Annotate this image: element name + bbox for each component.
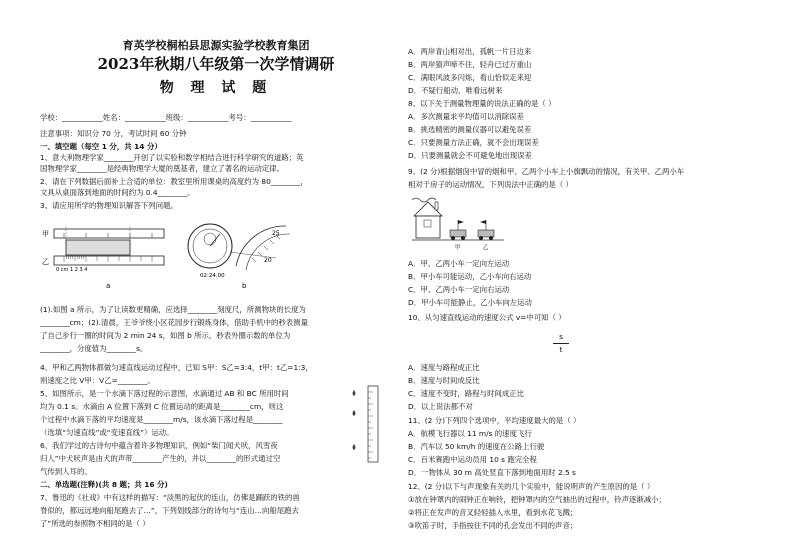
question-3-text-3: 了自己步行一圈的时间为 2 min 24 s，如图 b 所示，秒表外圈示数的单位为 (40, 331, 291, 340)
question-9-option-c: C．甲、乙两小车一定向右运动 (408, 285, 510, 294)
question-5-line-2: 均为 0.1 s。水滴由 A 位置下落到 C 位置运动的距离是________cm，则这 (40, 402, 284, 411)
question-1-line-2: 国物理学家________是经典物理学大厦的奠基者，建立了著名的运动定律。 (40, 164, 284, 173)
house-and-carts-figure (408, 194, 770, 254)
question-12-item-1: ①放在钟罩内的闹钟正在响铃，把钟罩内的空气抽出的过程中，铃声逐渐减小； (408, 495, 666, 504)
measured-block (66, 240, 130, 255)
chimney (435, 202, 438, 210)
subject-title: 物 理 试 题 (159, 80, 273, 96)
question-8-option-a: A．多次测量求平均值可以消除误差 (408, 112, 524, 121)
question-12-item-3: ③吹笛子时，手指按住不同的孔会发出不同的声音； (408, 521, 578, 530)
cart-yi-label: 乙 (483, 245, 489, 251)
question-3-stem: 3、请应用所学的物理知识解答下列问题。 (40, 201, 178, 210)
question-7-option-d: D．不疑行船动，唯看远树来 (408, 86, 503, 95)
right-column (408, 0, 770, 560)
question-8-option-c: C．只要测量方法正确，就不会出现误差 (408, 138, 539, 147)
cart-yi (478, 230, 494, 237)
student-info-line: 学校：___________姓名：___________班级：___________考号：___________ (40, 113, 292, 122)
question-2-line-1: 2、请在下列数据后面补上合适的单位：教室里所用课桌的高度约为 80________， (40, 177, 308, 186)
question-6-line-2: 归人”中犬吠声是由犬的声带________产生的，并以________的形式通过空 (40, 454, 281, 463)
question-5-line-4: （选填“匀速直线”或“变速直线”）运动。 (40, 428, 174, 437)
question-9-line-2: 相对于房子的运动情况，下列说法中正确的是（ ） (408, 180, 573, 189)
question-9-option-b: B．甲小车可能运动，乙小车向右运动 (408, 272, 532, 281)
left-column (40, 0, 392, 560)
question-2-line-2: 文具从桌面落到地面的时间约为 0.4________。 (40, 188, 195, 197)
chimney-smoke (412, 198, 436, 202)
question-7-line-2: 脊似的，都远远地向船尾跑去了…”，下列划线部分的诗句与“连山…向船尾跑去 (40, 506, 299, 515)
stopwatch-time: 02:24.00 (200, 273, 225, 279)
question-12-stem: 12、(2 分)以下与声现象有关的几个实验中，能说明声的产生原因的是（ ） (408, 482, 655, 491)
question-11-option-b: B．汽车以 50 km/h 的速度在公路上行驶 (408, 442, 545, 451)
question-10-stem: 10、从匀速直线运动的速度公式 v=中可知（ ） (408, 313, 566, 322)
question-10-option-d: D．以上说法都不对 (408, 402, 473, 411)
question-8-stem: 8、以下关于测量物理量的说法正确的是（ ） (408, 99, 556, 108)
water-drop-b (353, 410, 356, 416)
question-5-line-3: 个过程中水滴下落的平均速度是________m/s，该水滴下落过程是________ (40, 415, 283, 424)
figure-b-label: b (242, 282, 247, 290)
question-6-line-3: 气传到人耳的。 (40, 467, 92, 476)
cart-jia-label: 甲 (455, 245, 461, 251)
question-5-line-1: 5、如图所示，是一个水滴下落过程的示意图，水滴通过 AB 和 BC 所用时间 (40, 389, 289, 398)
question-8-option-d: D．只要测量就会不可避免地出现误差 (408, 151, 532, 160)
question-10-option-a: A．速度与路程成正比 (408, 363, 480, 372)
question-4-line-1: 4、甲和乙两物体都做匀速直线运动过程中，已知 S甲：S乙=3:4，t甲：t乙=1:3， (40, 363, 313, 372)
question-7-line-1: 7、鲁迅的《社戏》中有这样的描写：“淡黑的起伏的连山，仿佛是踊跃的铁的兽 (40, 493, 300, 502)
question-11-option-c: C．百米赛跑中运动员用 10 s 跑完全程 (408, 455, 537, 464)
question-9-line-1: 9、(2 分)根据烟囱中冒的烟和甲、乙两个小车上小旗飘动的情况，有关甲、乙两小车 (408, 167, 685, 176)
velocity-formula-denominator: t (559, 345, 563, 354)
school-name: 育英学校桐柏县思源实验学校教育集团 (122, 39, 310, 52)
question-11-option-a: A．航模飞行器以 11 m/s 的速度飞行 (408, 429, 532, 438)
section-fill-blank-heading: 一、填空题（每空 1 分，共 14 分） (40, 142, 162, 151)
question-7-option-a: A．两岸青山相对出，孤帆一片日边来 (408, 47, 532, 56)
question-4-line-2: 则速度之比 V甲：V乙=________。 (40, 376, 155, 385)
velocity-formula-numerator: s (559, 332, 563, 341)
dial-label-25: 25 (272, 230, 280, 237)
question-10-option-b: B．速度与时间成反比 (408, 376, 480, 385)
question-3-text-2: ________cm；(2).清晨，王爷爷绕小区花园步行锻炼身体，借助手机中的秒表测量 (40, 318, 308, 327)
ruler-jia (54, 229, 164, 238)
question-10-option-c: C．速度不变时，路程与时间成正比 (408, 389, 525, 398)
flag-yi (480, 220, 486, 224)
question-9-option-d: D．甲小车可能静止，乙小车向左运动 (408, 298, 532, 307)
notice-line: 注意事项：知识分 70 分，考试时间 60 分钟 (40, 129, 187, 138)
flag-jia (458, 220, 464, 224)
question-9-option-a: A．甲、乙两小车一定向左运动 (408, 259, 510, 268)
ruler-jia-label: 甲 (42, 230, 49, 238)
exam-title: 2023年秋期八年级第一次学情调研 (97, 55, 335, 73)
question-11-option-d: D．一物体从 30 m 高处竖直下落到地面用时 2.5 s (408, 468, 576, 477)
question-3-text-4: ________，分度值为________s。 (40, 344, 148, 353)
question-3-text-1: (1).如图 a 所示，为了让读数更精确，应选择________刻度尺，所测物块的长度为 (40, 305, 306, 314)
question-8-option-b: B．挑选精密的测量仪器可以避免误差 (408, 125, 532, 134)
ruler-and-stopwatch-figure (40, 222, 392, 294)
question-7-option-b: B．两岸猿声啼不住，轻舟已过万重山 (408, 60, 532, 69)
figure-a-label: a (106, 282, 111, 290)
question-3-figures (40, 222, 392, 294)
question-7-option-c: C．满眼风波多闪烁，看山恰似走来迎 (408, 73, 532, 82)
question-6-line-1: 6、我们学过的古诗句中蕴含着许多物理知识，例如“柴门闻犬吠，风雪夜 (40, 441, 278, 450)
section-single-choice-heading: 二、单选题(注释)(共 8 题；共 16 分) (40, 480, 168, 489)
question-12-item-2: ②将正在发声的音叉轻轻插入水里，看到水花飞溅； (408, 508, 578, 517)
dial-label-20: 20 (264, 257, 272, 264)
ruler-yi-label: 乙 (42, 258, 49, 266)
question-7-line-3: 了”所选的参照物不相同的是（ ） (40, 519, 150, 528)
water-drop-a (353, 390, 356, 396)
question-1-line-1: 1、意大利物理学家________开创了以实验和数学相结合进行科学研究的道路；英 (40, 153, 304, 162)
question-11-stem: 11、(2 分)下列四个选项中，平均速度最大的是（ ） (408, 416, 581, 425)
ruler-scale-label: 0 cm 1 2 3 4 (56, 267, 88, 273)
cart-jia (450, 230, 466, 237)
